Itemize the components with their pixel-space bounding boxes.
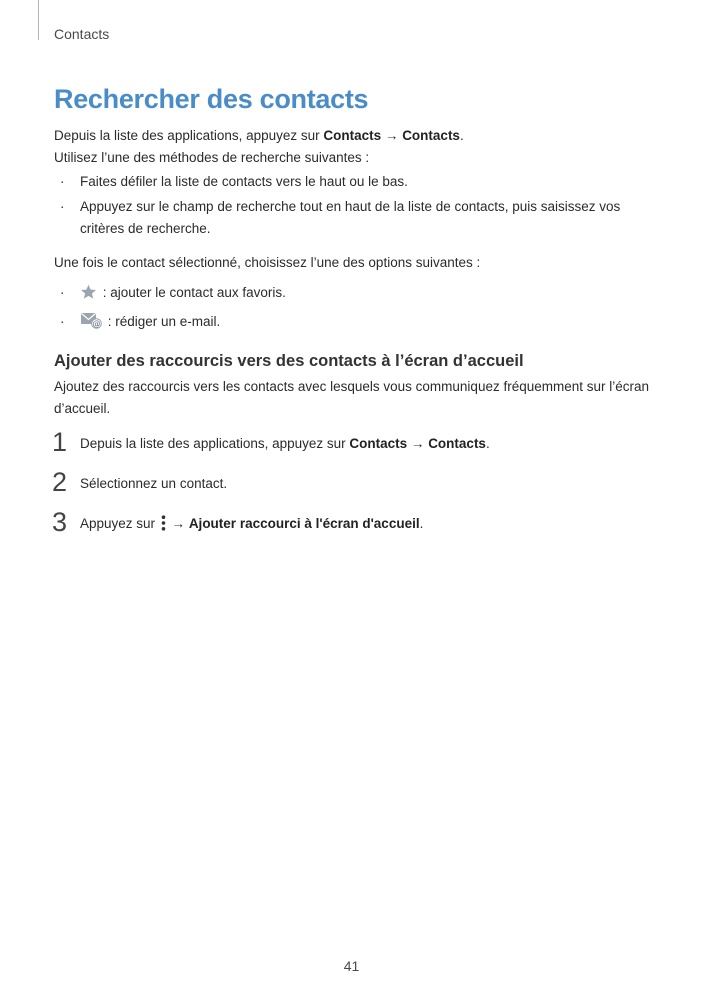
list-item-text: : rédiger un e-mail. [104,314,221,329]
step-text [80,513,423,538]
list-item [54,171,654,193]
intro-paragraph [54,125,654,147]
list-item [54,311,654,336]
search-methods-list [54,171,654,240]
bullet: · [60,314,65,329]
step-number: 1 [52,427,68,457]
svg-text:@: @ [92,319,101,329]
bullet: · [60,285,65,300]
bullet: · [60,174,65,189]
subsection-title: Ajouter des raccourcis vers des contacts à l’écran d’accueil [54,352,524,370]
step-bold-contacts-1: Contacts [349,436,408,451]
step-item [52,507,654,552]
step-bold-shortcut: Ajouter raccourci à l'écran d'accueil [188,516,420,531]
list-item-text: Appuyez sur le champ de recherche tout en haut de la liste de contacts, puis saisissez vos critères de recherche. [80,199,621,236]
email-icon [80,312,102,336]
intro-suffix: . [459,128,464,143]
list-item [54,196,654,240]
step-text: Sélectionnez un contact. [80,476,228,491]
section-label: Contacts [54,26,110,42]
steps-list [52,427,654,552]
more-options-icon [161,515,166,538]
step-arrow: → [167,516,189,531]
intro-bold-contacts-2: Contacts [402,128,460,143]
step-item [52,467,654,512]
list-item-text: : ajouter le contact aux favoris. [99,285,286,300]
intro-prefix: Depuis la liste des applications, appuyez sur [54,128,324,143]
step-suffix: . [485,436,490,451]
page-title: Rechercher des contacts [54,84,369,114]
intro-arrow: → [381,128,403,143]
step-text [80,433,490,455]
options-list [54,282,654,336]
subsection-intro: Ajoutez des raccourcis vers les contacts avec lesquels vous communiquez fréquemment sur l’écran d’accueil. [54,379,650,416]
list-item-text: Faites défiler la liste de contacts vers le haut ou le bas. [80,174,408,189]
step-prefix: Appuyez sur [80,516,159,531]
step-item [52,427,654,472]
step-suffix: . [419,516,424,531]
page-number: 41 [343,958,360,974]
bullet: · [60,199,65,214]
step-prefix: Depuis la liste des applications, appuyez sur [80,436,350,451]
step-number: 2 [52,467,68,497]
step-bold-contacts-2: Contacts [428,436,486,451]
list-item [54,282,654,307]
star-icon [80,284,97,307]
search-methods-intro: Utilisez l’une des méthodes de recherche suivantes : [54,150,370,165]
main-content [54,82,654,552]
step-number: 3 [52,507,68,537]
intro-bold-contacts-1: Contacts [323,128,382,143]
options-intro: Une fois le contact sélectionné, choisissez l’une des options suivantes : [54,255,481,270]
step-arrow: → [407,436,429,451]
header-rule [38,0,39,40]
